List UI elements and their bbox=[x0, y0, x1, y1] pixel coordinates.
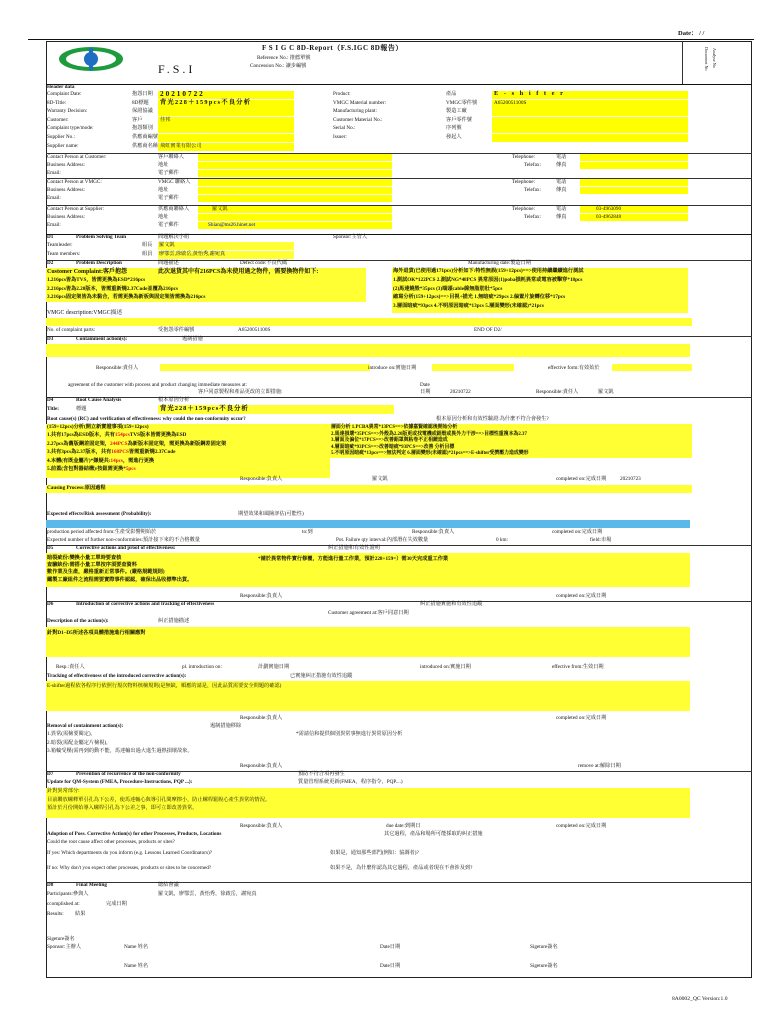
contact-tel-cn: 電話 bbox=[556, 179, 567, 185]
d4-title-label: Title: bbox=[47, 406, 60, 412]
d4-title-value: 背光228＋159pcs不良分析 bbox=[160, 405, 249, 412]
d4-title: Root Cause Analysis bbox=[76, 397, 122, 403]
contact-highlight bbox=[198, 195, 392, 202]
d8-name-2: Name 姓名 bbox=[124, 963, 149, 969]
contact-cn: 供應商聯絡人 bbox=[158, 206, 190, 212]
d4-rootcause-cn: 根本原因分析和有效性驗證:為什麼不符合會發生? bbox=[436, 416, 549, 422]
header-left-cn: 抱怨類別 bbox=[132, 125, 153, 132]
d4-left-line: 3.共有3pcs為2.37版本，共有168PCS皆需重新燒2.37Code bbox=[47, 449, 176, 456]
d3-date-label: Date bbox=[420, 382, 430, 388]
removal-line: 2.暗裂(需配金屬定片檢視), bbox=[47, 739, 108, 746]
d4-right-line: 4.層面暗疵*93PCS==>改善暗疵*93PCS==>改善 分析目標 bbox=[331, 444, 455, 450]
d8-cn: 總結會議 bbox=[158, 882, 179, 888]
d8-sig-1: Sigeture簽名 bbox=[530, 944, 558, 950]
d2-customer-line: 2.216pcs皆為2.20版本，皆需重新燒2.37Code並覆為216pcs bbox=[47, 285, 178, 292]
header-left-cn: 8D標題 bbox=[132, 99, 149, 106]
contact-tel-cn: 電話 bbox=[556, 154, 567, 160]
contact-fax-highlight bbox=[580, 187, 688, 194]
d4b-completed: completed on:完成日期 bbox=[552, 529, 603, 535]
contact-label: Contact Person at VMGC: bbox=[47, 179, 102, 185]
d8-accomplished: ccomplished at: bbox=[47, 901, 80, 907]
d3-responsible2: Responsible:責任人 bbox=[536, 389, 579, 395]
d4-km: 0 km: bbox=[496, 537, 508, 543]
contact-email-value: Shian@ms26.hinet.net bbox=[208, 222, 256, 228]
d5-left-line: 查驗缺份:需搭小量工單按序須要查資料 bbox=[47, 562, 137, 569]
d4-to: to:到 bbox=[302, 529, 313, 535]
d6-tracking-label: Tracking of effectiveness of the introduced corrective action(s): bbox=[47, 673, 187, 679]
header-left-cn: 客戶 bbox=[132, 116, 143, 123]
d3-cn: 遏制措施 bbox=[182, 336, 203, 342]
d3-responsible: Responsible:責任人 bbox=[96, 365, 139, 371]
removal-title: Removal of containment action(s): bbox=[47, 723, 124, 729]
removal-remove-at: remove at:解除日期 bbox=[578, 763, 621, 769]
d3-date-cn: 日期 bbox=[420, 389, 431, 395]
header-left-label: Warranty Decision: bbox=[47, 108, 88, 115]
d2-defect-code: Defect code:不良代碼 bbox=[240, 260, 288, 266]
contact-tel-label: Telephone: bbox=[512, 206, 535, 212]
d4-pot-failure: Pot. Failure qty interval:內部潛在失效數量 bbox=[336, 537, 429, 543]
contact-fax-label: Telefax: bbox=[524, 187, 541, 193]
form-code: 8A0002_QC Version:1.0 bbox=[672, 996, 728, 1002]
side-value: Analyse No bbox=[712, 48, 717, 68]
contact-tel-cn: 電話 bbox=[556, 206, 567, 212]
removal-right-text: *需請信和提供個別異常事無進行異常原因分析 bbox=[296, 731, 403, 737]
d2-analysis-line: (2)馬達燒毀*35pcs (3)端頭cable線無脂肪肚*5pcs bbox=[393, 285, 503, 292]
contact-cn: VMGC 聯絡人 bbox=[158, 179, 191, 185]
d7-adoption-label: Adoption of Poss. Corrective Action(s) for other Processes, Products, Locations bbox=[47, 831, 222, 837]
d7-cn: 預防不符合項再發生 bbox=[298, 771, 345, 777]
d6-cn: 糾正措施實施和有效性追蹤 bbox=[420, 601, 483, 607]
d8-signature: Sigeture簽名 bbox=[47, 936, 75, 942]
d6-tracking-value: E-shifter過程依各程序行依照行規次物料核檢規則(是無缺，順應的請是，因此品質需要安全問題的確認) bbox=[47, 683, 282, 689]
contact-label: Contact Person at Customer: bbox=[47, 154, 107, 160]
contact-tel-label: Telephone: bbox=[512, 179, 535, 185]
d7-title: Prevention of recurrence of the non-conformity bbox=[76, 771, 181, 777]
contact-fax-label: Telefax: bbox=[524, 214, 541, 220]
d3-date-value: 20210722 bbox=[450, 389, 471, 395]
d4-left-line: 5.前蓋(含包對器結構)/按鈕需更換*5pcs bbox=[47, 466, 136, 472]
d7-update-cn: 質量管理系統更新(FMEA，程序指令，PQP....) bbox=[298, 779, 403, 785]
contact-cn: 地址 bbox=[158, 162, 169, 168]
d4-left-line: 1.共有17pcs為ESD版本，共有154pcsTVS版本皆需更換為ESD bbox=[47, 432, 187, 439]
d7-if-yes: If yes: Which departments do you inform (e.g. Lessons Learned Coordinators)? bbox=[47, 850, 212, 856]
d7-update-label: Update for QM-System (FMEA, Procedure-Instructions, PQP ...): bbox=[47, 779, 193, 785]
d8-participants-value: 羅文凱，廖鄂雲，黃怡秀，徐啟岳，謝宛真 bbox=[158, 891, 257, 897]
d6-description-label: Description of the action(s): bbox=[47, 618, 109, 624]
header-right-value: A6520051100S bbox=[494, 99, 527, 106]
d2-customer-line: 1.216pcs皆為TVS，皆需更換為ESD*216pcs bbox=[47, 277, 146, 283]
d5-completed: completed on:完成日期 bbox=[556, 593, 607, 599]
d4-nonconformities: Expected number of further non-conformities:預計接下來的不合格數量 bbox=[47, 537, 200, 543]
header-left-label: Customer: bbox=[47, 116, 69, 123]
d2-analysis-head: 海外退貨(已使用過171pcs)分析如下:特性無誤(159+12pcs)==>使用持續繼續進行測試 bbox=[393, 268, 584, 274]
d2-end: END OF D2/ bbox=[474, 327, 502, 333]
report-title: F S I G C 8D-Report（F.S.IGC 8D報告） bbox=[262, 44, 403, 52]
d3-agreement: agreement of the customer with process and product changing immediate measures at: bbox=[68, 382, 248, 388]
d2-customer-line: 3.216pcs固定架皆為未黏合，若需更換為新板與固定架皆需換為216pcs bbox=[47, 294, 206, 300]
d6-description-cn: 糾正措施描述 bbox=[158, 618, 190, 624]
contact-cn: 客戶聯絡人 bbox=[158, 154, 184, 160]
contact-label: Business Address: bbox=[47, 214, 85, 220]
contact-label: Email: bbox=[47, 195, 61, 201]
d4-responsible: Responsible:負責人 bbox=[240, 476, 283, 482]
d3-title: Containment action(s): bbox=[76, 336, 128, 342]
d4-completed-value: 20210723 bbox=[620, 476, 641, 482]
d8-results: Results: bbox=[47, 911, 64, 917]
d2-analysis-line: 3.層面暗疵*93pcs 4.不明原因暗疵*13pcs 5.層面變形(未確認)*21pcs bbox=[393, 302, 544, 309]
d4-left-line: 4.本體(有既金屬片)*嫌疑共:14pcs，需進行更換 bbox=[47, 457, 155, 464]
d7-completed: completed on:完成日期 bbox=[556, 823, 607, 829]
header-right-label: VMGC Material number: bbox=[333, 99, 387, 106]
reference-no: Reference No.: 推薦單號 bbox=[257, 55, 311, 61]
d1-teamleader-cn: 組長 bbox=[142, 242, 153, 248]
d6-pl-introduction: pl. introduction on: bbox=[182, 664, 222, 670]
d6-description-value: 針對D1~D5所述各項具體措施進行相關應對 bbox=[47, 630, 146, 636]
concession-no: Concession No.: 讓步編號 bbox=[250, 63, 307, 69]
header-right-highlight bbox=[492, 125, 688, 133]
d4-production-period: production period affected from:生產受影響期始於 bbox=[47, 529, 157, 535]
d8-tag: D8 bbox=[47, 882, 54, 888]
d5-left-line: 鐵製工廠組件之流程需要實際事件認認，確保出品收標準出貨。 bbox=[47, 576, 193, 583]
d1-members-value: 廖鄂雲,徐啟岳,黃怡秀,謝宛真 bbox=[159, 251, 226, 257]
d5-left-line: 暗裂疵份:變換小量工單時要查核 bbox=[47, 555, 122, 561]
header-left-label: 8D-Title: bbox=[47, 99, 67, 106]
d4-title-cn: 標題 bbox=[76, 406, 87, 412]
d2-complaint-parts-cn: 受抱怨零件編號 bbox=[158, 327, 195, 333]
d4-left-line: 2.27pcs為舊版鋼差固定架，244PCS為新版本固定架，需更換為新版鋼差固定架 bbox=[47, 440, 227, 447]
d7-if-yes-cn: 如果是，通知那些部門(例如：協調者)? bbox=[330, 850, 419, 856]
side-label: Document No bbox=[704, 47, 709, 71]
contact-label: Contact Person at Supplier: bbox=[47, 206, 104, 212]
d4b-responsible: Responsible:負責人 bbox=[412, 529, 455, 535]
contact-highlight bbox=[198, 170, 392, 177]
d2-customer-complaint-label: Customer Complaint:客戶抱怨 bbox=[47, 269, 128, 275]
d4-field: field:市場 bbox=[590, 537, 612, 543]
header-left-highlight bbox=[158, 134, 294, 142]
header-right-cn: 製造工廠 bbox=[446, 108, 467, 115]
d3-effective-form: effective form:有效始於 bbox=[548, 365, 600, 371]
contact-fax-cn: 傳真 bbox=[556, 214, 567, 220]
d8-date-1: Date日期 bbox=[380, 944, 401, 950]
contact-highlight bbox=[198, 162, 392, 169]
header-left-label: Complaint Date: bbox=[47, 91, 82, 97]
d6-customer-agreement: Customer agreement at:客戶同意日期 bbox=[328, 610, 409, 616]
contact-tel-highlight bbox=[580, 179, 688, 186]
d6-tracking-cn: 已實施糾正措施有效性追蹤 bbox=[290, 673, 353, 679]
contact-cn: 電子郵件 bbox=[158, 222, 179, 228]
d1-title: Problem Solving Team bbox=[76, 234, 127, 240]
d2-cn: 問題描述 bbox=[158, 260, 179, 266]
header-left-highlight bbox=[158, 125, 294, 133]
d4-expected-effects: Expected effects/Risk assessment (Probability): bbox=[47, 511, 152, 517]
d8-name-1: Name 姓名 bbox=[124, 944, 149, 950]
contact-tel-value: 03-4963090 bbox=[596, 206, 622, 212]
d6-completed: completed on:完成日期 bbox=[556, 715, 607, 721]
d7-responsible: Responsible:負責人 bbox=[240, 823, 283, 829]
removal-responsible: Responsible:負責人 bbox=[240, 763, 283, 769]
contact-tel-label: Telephone: bbox=[512, 154, 535, 160]
d3-tag: D3 bbox=[47, 336, 54, 342]
d4-right-line: 層面分析 1.PCBA異常*13PCS==>依據嘉賢確認後開始分析 bbox=[331, 425, 458, 430]
d7-tag: D7 bbox=[47, 771, 54, 777]
d8-sponsor: Sponsor:主辦人 bbox=[47, 944, 82, 950]
d2-analysis-line: 1.測試OK*122PCS 2.測試NG*48PCS 異常原因(1)poba損耗異常或電容被擊穿*18pcs bbox=[393, 277, 583, 283]
header-left-label: Complaint type/mode: bbox=[47, 125, 94, 132]
contact-highlight bbox=[198, 214, 392, 221]
d2-complaint-parts-value: A6520051100S bbox=[238, 327, 271, 333]
d7-if-no: If no: Why don't you expect other processes, products or sites to be concerned? bbox=[47, 865, 212, 871]
d2-mfg-date: Manufacturing date:製造日期 bbox=[468, 260, 531, 266]
d8-sig-2: Sigeture簽名 bbox=[530, 963, 558, 969]
removal-cn: 遏制措施移除 bbox=[210, 723, 242, 729]
d7-could: Could the root cause affect other processes, products or sites? bbox=[47, 839, 175, 845]
header-right-highlight bbox=[492, 134, 688, 142]
header-data-title: Header data bbox=[47, 84, 75, 90]
d5-cn: 糾正措施和有效性證明 bbox=[328, 545, 380, 551]
d7-adoption-cn: 其它過程，產品和場所可能採取的糾正措施 bbox=[384, 831, 483, 837]
d6-introduced-on: introduced on:實施日期 bbox=[420, 664, 471, 670]
d2-analysis-line: 縮寫分析(159+12pcs)==>目視+描光 1.無暗疵*29pcs 2.偏置片旋轉位移*17pcs bbox=[393, 294, 566, 300]
d6-tag: D6 bbox=[47, 601, 54, 607]
d4-right-line: 2.馬達損壞*35PCS==>外殼為2.20版更或找電機或鋁殼或異外力干涉==>目標性重複本為2.37 bbox=[331, 431, 527, 437]
header-left-value: 20210722 bbox=[160, 90, 205, 98]
contact-fax-highlight bbox=[580, 162, 688, 169]
d4-right-line: 5.不明原因暗疵*13pcs==>無法判定 6.層面變形(未確認)*21pcs==>E-shifter受擠壓力造成變形 bbox=[331, 451, 529, 457]
d4-left-line: (159+12pcs)分析(開立新實證事項(159+12pcs) bbox=[47, 424, 149, 430]
header-right-label: Issuer: bbox=[333, 134, 347, 140]
header-right-value: E - s h i f t e r bbox=[494, 90, 565, 97]
d1-tag: D1 bbox=[47, 234, 54, 240]
d7-line: 針對異常部分: bbox=[47, 788, 80, 794]
header-left-cn: 供應商名稱 bbox=[132, 142, 158, 149]
header-left-cn: 抱怨日期 bbox=[132, 91, 153, 97]
d3-introduce-on: introduce on:實施日期 bbox=[368, 365, 417, 371]
d4-right-line: 3.層面及偏位*17PCS==>改善鋁罩與粘卷不正相鏡造成 bbox=[331, 438, 448, 444]
contact-cn: 地址 bbox=[158, 214, 169, 220]
d7-line: 預計於月份開始導入螺桿引孔為下公差之事，即可立即改善異常。 bbox=[47, 805, 198, 811]
header-right-cn: 序列號 bbox=[446, 125, 462, 132]
d5-left-line: 數作業及生產，嚴格重新正常事件。(嚴格規範規則) bbox=[47, 569, 165, 576]
contact-fax-value: 03-4962848 bbox=[596, 214, 622, 220]
d4-responsible-value: 羅文凱 bbox=[372, 476, 388, 482]
contact-fax-cn: 傳真 bbox=[556, 187, 567, 193]
header-left-label: Supplier No.: bbox=[47, 134, 75, 140]
header-right-highlight bbox=[492, 108, 688, 116]
d1-teamleader-label: Teamleader: bbox=[47, 242, 73, 248]
d2-complaint-parts-label: No. of complaint parts: bbox=[47, 327, 96, 333]
d6-title: Introduction of corrective actions and tracking of effectiveness bbox=[76, 601, 215, 607]
d3-agreement-cn: 客戶同意製程和產品更改的立即措施: bbox=[198, 389, 283, 395]
header-left-value: 背光228＋159pcs不良分析 bbox=[160, 98, 252, 106]
date-label: Date： / / bbox=[678, 30, 705, 37]
contact-highlight bbox=[198, 179, 392, 186]
contact-label: Email: bbox=[47, 222, 61, 228]
d5-title: Corrective actions and proof of effectiveness: bbox=[76, 545, 176, 551]
header-left-label: Supplier name: bbox=[47, 142, 79, 149]
d7-line: 目前聯放螺釋單引孔為下公差，使馬達軸心與導引孔間摩擦小，防止螺桿鬆脫心產生異常的情況。 bbox=[47, 796, 271, 803]
d5-tag: D5 bbox=[47, 545, 54, 551]
contact-highlight bbox=[198, 187, 392, 194]
contact-tel-highlight bbox=[580, 154, 688, 161]
d2-customer-complaint-head: 此次退貨其中有216PCS為未使用過之物件，需要換物件如下: bbox=[158, 269, 319, 275]
d8-date-2: Date日期 bbox=[380, 963, 401, 969]
header-left-highlight bbox=[158, 117, 294, 125]
contact-cn: 電子郵件 bbox=[158, 170, 179, 176]
d8-title: Final Meeting bbox=[76, 882, 107, 888]
d6-resp: Resp.:責任人 bbox=[56, 664, 85, 670]
company-name: F.S.I bbox=[158, 62, 196, 76]
header-left-value: 佳邦 bbox=[160, 116, 171, 123]
d7-if-no-cn: 如果不是，為什麼你認為其它過程，產品或者現在不會涉及到? bbox=[330, 865, 473, 871]
d8-accomplished-cn: 完成日期 bbox=[106, 901, 127, 907]
d4-completed: completed on:完成日期 bbox=[556, 476, 607, 482]
contact-name-value: 羅文凱 bbox=[212, 206, 228, 212]
header-right-cn: 客戶零件號 bbox=[446, 116, 472, 123]
contact-label: Business Address: bbox=[47, 187, 85, 193]
d4-causing-process: Causing Process:原因過程 bbox=[47, 485, 106, 491]
fsi-logo-icon bbox=[56, 44, 126, 78]
d6-responsible2: Responsible:負責人 bbox=[240, 715, 283, 721]
contact-label: Business Address: bbox=[47, 162, 85, 168]
header-right-highlight bbox=[492, 117, 688, 125]
d1-teamleader-value: 羅文凱 bbox=[159, 242, 175, 248]
contact-cn: 電子郵件 bbox=[158, 195, 179, 201]
d8-results-cn: 結果 bbox=[75, 911, 86, 917]
d5-right-text: *請於異常物件實行修覆，方能進行量工作業，預計228+159=）需30天完成重工作業 bbox=[258, 556, 449, 562]
d6-effective-from: effective from:生效日期 bbox=[552, 664, 604, 670]
header-left-highlight bbox=[158, 108, 294, 116]
d1-members-cn: 組員 bbox=[142, 251, 153, 257]
d4-cn: 根本原因分析 bbox=[158, 397, 190, 403]
d1-sponsor: Sponsor:主管人 bbox=[333, 234, 368, 240]
d5-responsible: Responsible:負責人 bbox=[240, 593, 283, 599]
contact-label: Email: bbox=[47, 170, 61, 176]
header-right-label: Serial No.: bbox=[333, 125, 356, 132]
removal-line: 3.箱輪受壓(需再到的動不能，馬達輸出過大進生過熱損壞故象。 bbox=[47, 748, 193, 754]
header-right-cn: 產品 bbox=[446, 91, 457, 97]
removal-line: 1.異常(需檢要閱定), bbox=[47, 731, 92, 737]
d8-participants-label: Participants:參與人 bbox=[47, 891, 89, 897]
header-left-value: 飛虹實業有限公司 bbox=[160, 142, 202, 149]
header-right-label: Customer Material No.: bbox=[333, 116, 383, 123]
header-left-cn: 供應商編號 bbox=[132, 134, 158, 140]
d4-rootcause-label: Root cause(s) (RC) and verification of effectiveness: why could the non-conformity occur? bbox=[47, 416, 246, 422]
header-right-label: Product: bbox=[333, 91, 351, 97]
d4-tag: D4 bbox=[47, 397, 54, 403]
d3-responsible2-value: 羅文凱 bbox=[598, 389, 614, 395]
d2-tag: D2 bbox=[47, 260, 54, 266]
d7-due-date: due date:到期日 bbox=[386, 823, 421, 829]
d6-plan-date: 計劃實施日期 bbox=[258, 664, 290, 670]
contact-cn: 地址 bbox=[158, 187, 169, 193]
d2-vmgc-description: VMGC description:VMGC描述 bbox=[47, 310, 123, 316]
d1-members-label: Team members: bbox=[47, 251, 81, 257]
header-right-label: Manufacturing plant: bbox=[333, 108, 377, 115]
d4-expected-effects-cn: 期望效果和風險評估(可能性) bbox=[238, 511, 304, 517]
contact-highlight bbox=[198, 154, 392, 161]
header-right-cn: VMGC零件號 bbox=[446, 99, 478, 106]
d2-title: Problem Description bbox=[76, 260, 122, 266]
header-right-cn: 發起人 bbox=[446, 134, 462, 140]
contact-fax-cn: 傳真 bbox=[556, 162, 567, 168]
header-left-cn: 保證協議 bbox=[132, 108, 153, 115]
d1-cn: 問題解決小組 bbox=[158, 234, 190, 240]
contact-fax-label: Telefax: bbox=[524, 162, 541, 168]
